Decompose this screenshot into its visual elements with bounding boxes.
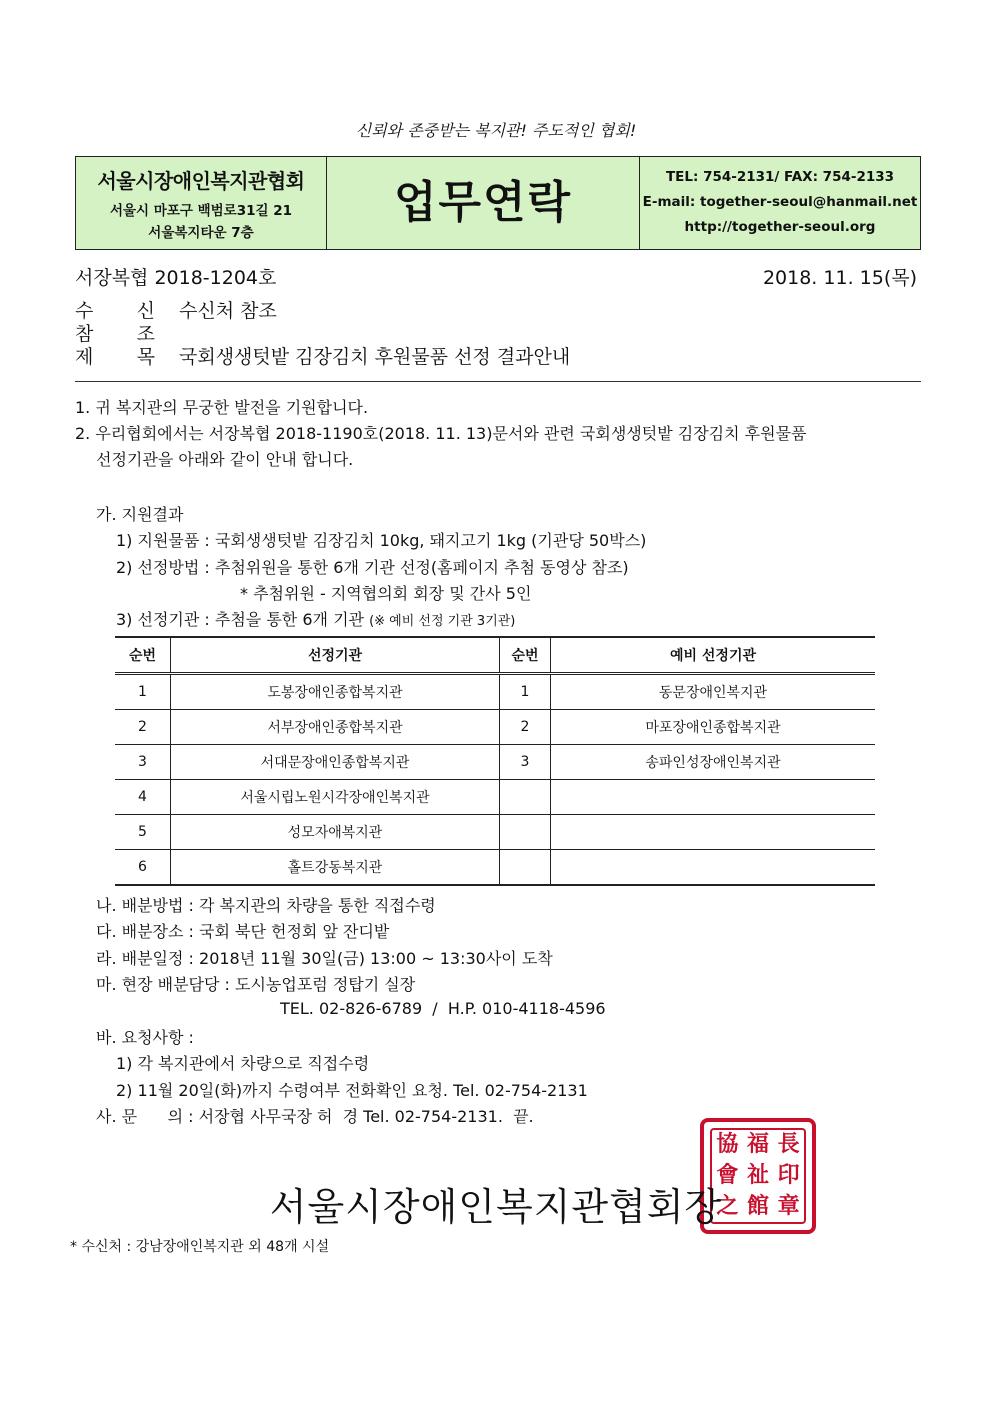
recipient-label-b: 신: [136, 300, 155, 322]
subject-label-a: 제: [75, 346, 94, 368]
recipient-value: 수신처 참조: [179, 300, 277, 322]
section-ba-2: 2) 11월 20일(화)까지 수령여부 전화확인 요청. Tel. 02-754-2131: [116, 1081, 588, 1100]
subject-value: 국회생생텃밭 김장김치 후원물품 선정 결과안내: [179, 346, 571, 368]
section-ba: 바. 요청사항 :: [96, 1028, 194, 1047]
header-no-2: 순번: [500, 637, 551, 674]
section-da: 다. 배분장소 : 국회 북단 헌정회 앞 잔디밭: [96, 922, 390, 941]
seal-char: 館: [746, 1193, 769, 1219]
section-ga: 가. 지원결과: [96, 505, 184, 524]
cell: [500, 780, 551, 815]
cell: 성모자애복지관: [171, 815, 500, 850]
cell: 5: [115, 815, 171, 850]
header-selected: 선정기관: [171, 637, 500, 674]
address-line1: 서울시 마포구 백범로31길 21: [109, 203, 293, 219]
table-row: [115, 780, 875, 815]
letterhead: [75, 156, 921, 250]
divider: [75, 381, 921, 382]
cell: 1: [115, 674, 171, 710]
section-ba-1: 1) 각 복지관에서 차량으로 직접수령: [116, 1054, 370, 1073]
section-ga-2-note: * 추첨위원 - 지역협의회 회장 및 간사 5인: [240, 584, 532, 603]
slogan: 신뢰와 존중받는 복지관! 주도적인 협회!: [355, 121, 637, 140]
selection-table: [115, 636, 875, 886]
section-ga-3: [116, 607, 515, 630]
table-row: [115, 745, 875, 780]
cell: 송파인성장애인복지관: [551, 745, 876, 780]
recipients-note: * 수신처 : 강남장애인복지관 외 48개 시설: [70, 1239, 330, 1255]
cell: [551, 815, 876, 850]
reference-label-a: 참: [75, 323, 94, 345]
cell: 동문장애인복지관: [551, 674, 876, 710]
cell: 4: [115, 780, 171, 815]
section-ga-1: 1) 지원물품 : 국회생생텃밭 김장김치 10kg, 돼지고기 1kg (기관당 50박스): [116, 531, 647, 550]
section-ra: 라. 배분일정 : 2018년 11월 30일(금) 13:00 ~ 13:30사이 도착: [96, 949, 553, 968]
table-header-row: [115, 637, 875, 674]
header-no-1: 순번: [115, 637, 171, 674]
cell: 마포장애인종합복지관: [551, 710, 876, 745]
section-sa: 사. 문 의 : 서장협 사무국장 허 경 Tel. 02-754-2131. 끝.: [96, 1107, 534, 1126]
cell: 서울시립노원시각장애인복지관: [171, 780, 500, 815]
cell: [500, 815, 551, 850]
doc-date: 2018. 11. 15(목): [762, 267, 917, 289]
subject-row: [75, 346, 570, 369]
cell: 1: [500, 674, 551, 710]
cell: 3: [500, 745, 551, 780]
section-ga-2: 2) 선정방법 : 추첨위원을 통한 6개 기관 선정(홈페이지 추첨 동영상 참조): [116, 558, 629, 577]
reference-row: [75, 323, 570, 346]
contact-info: [640, 157, 920, 249]
paragraph-2-line1: 2. 우리협회에서는 서장복협 2018-1190호(2018. 11. 13)문서와 관련 국회생생텃밭 김장김치 후원물품: [75, 424, 807, 443]
seal-char: 章: [777, 1193, 800, 1219]
seal-char: 長: [777, 1132, 800, 1158]
seal-char: 福: [746, 1132, 769, 1158]
header-reserve: 예비 선정기관: [551, 637, 876, 674]
reference-label-b: 조: [136, 323, 155, 345]
section-na: 나. 배분방법 : 각 복지관의 차량을 통한 직접수령: [96, 896, 436, 915]
cell: [551, 850, 876, 886]
tel-fax: TEL: 754-2131/ FAX: 754-2133: [665, 169, 895, 185]
subject-label-b: 목: [136, 346, 155, 368]
section-ma: 마. 현장 배분담당 : 도시농업포럼 정탑기 실장: [96, 975, 416, 994]
table-row: [115, 850, 875, 886]
doc-number: 서장복협 2018-1204호: [75, 267, 277, 289]
cell: [551, 780, 876, 815]
recipient-label-a: 수: [75, 300, 94, 322]
paragraph-1: 1. 귀 복지관의 무궁한 발전을 기원합니다.: [75, 398, 369, 417]
section-ma-contact: TEL. 02-826-6789 / H.P. 010-4118-4596: [280, 999, 606, 1018]
email: E-mail: together-seoul@hanmail.net: [642, 194, 918, 210]
seal-char: 協: [716, 1132, 739, 1158]
seal-char: 之: [716, 1193, 739, 1219]
cell: [500, 850, 551, 886]
paragraph-2-line2: 선정기관을 아래와 같이 안내 합니다.: [96, 450, 354, 469]
org-info: [76, 157, 327, 249]
section-ga-3-note: (※ 예비 선정 기관 3기관): [369, 614, 516, 629]
cell: 서부장애인종합복지관: [171, 710, 500, 745]
website: http://together-seoul.org: [684, 219, 876, 235]
recipient-row: [75, 300, 570, 323]
cell: 서대문장애인종합복지관: [171, 745, 500, 780]
cell: 홀트강동복지관: [171, 850, 500, 886]
cell: 6: [115, 850, 171, 886]
cell: 2: [115, 710, 171, 745]
seal-char: 祉: [746, 1162, 769, 1188]
cell: 2: [500, 710, 551, 745]
table-row: [115, 674, 875, 710]
address-line2: 서울복지타운 7층: [148, 225, 254, 241]
seal-char: 會: [716, 1162, 739, 1188]
doc-title: 업무연락: [393, 177, 572, 228]
cell: 도봉장애인종합복지관: [171, 674, 500, 710]
section-ga-3-text: 3) 선정기관 : 추첨을 통한 6개 기관: [116, 610, 364, 629]
seal-char: 印: [777, 1162, 800, 1188]
doc-meta: [75, 300, 570, 369]
table-row: [115, 710, 875, 745]
closing-signature: 서울시장애인복지관협회장: [269, 1185, 723, 1229]
cell: 3: [115, 745, 171, 780]
doc-title-cell: [327, 157, 640, 249]
org-name: 서울시장애인복지관협회: [97, 169, 305, 193]
table-row: [115, 815, 875, 850]
